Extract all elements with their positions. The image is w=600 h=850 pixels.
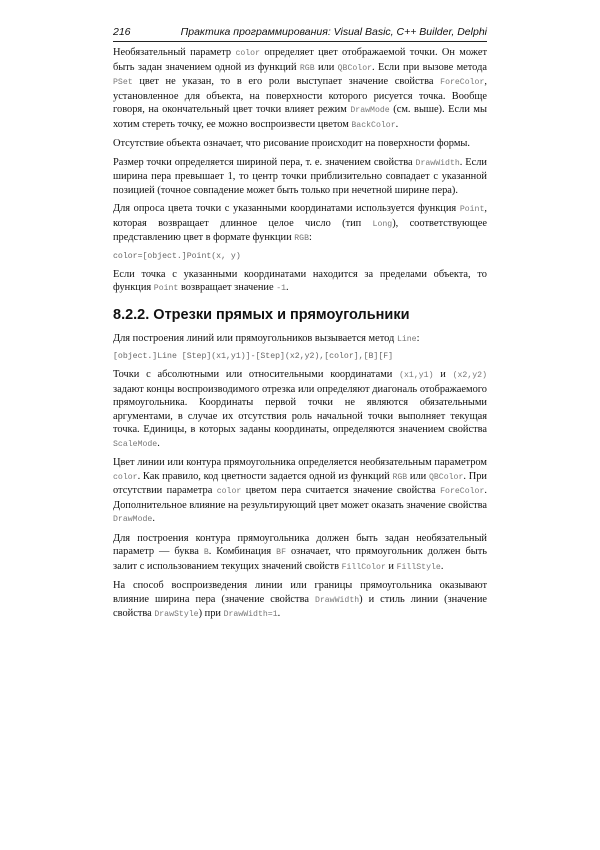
code-drawmode: DrawMode	[113, 515, 153, 524]
text: и	[433, 369, 453, 380]
text: .	[286, 282, 289, 293]
code-point: Point	[459, 205, 485, 214]
code-pset: PSet	[113, 78, 133, 87]
running-title: Практика программирования: Visual Basic, C++ Builder, Delphi	[180, 26, 487, 38]
code-drawwidth: DrawWidth	[314, 595, 360, 605]
text: Цвет линии или контура прямоугольника определяется необязательным параметром	[113, 457, 487, 468]
text: Размер точки определяется шириной пера, т. е. значением свойства	[113, 156, 416, 168]
code-long: Long	[372, 219, 393, 229]
text: . Как правило, код цветности задается одной из функций	[137, 470, 393, 482]
text: возвращает значение	[178, 282, 277, 293]
text: ) при	[198, 608, 224, 619]
code-drawwidth: DrawWidth	[415, 158, 460, 168]
code-line-syntax: [object.]Line [Step](x1,y1)]-[Step](x2,y2),[color],[B][F]	[113, 352, 394, 361]
text: . При отсутствии параметра	[113, 470, 487, 496]
text: .	[395, 118, 399, 130]
text: означает, что прямоугольник должен быть залит с использованием текущих значений свойств	[113, 546, 487, 572]
text: .	[440, 560, 444, 572]
text: Необязательный параметр	[113, 47, 236, 58]
code-qbcolor: QBColor	[428, 472, 464, 482]
text: . Комбинация	[208, 546, 277, 557]
text: задают концы воспроизводимого отрезка или определяют диагональ отображаемого прямоугольника. Координаты первой точки не являются обязательными аргументами, в случае их отсутствия роль начальной точки выполняет текущая точка. Единицы, в которых заданы координаты, определяются значением свойства	[113, 383, 487, 435]
text: . Если при вызове метода	[372, 61, 487, 73]
code-point-syntax: color=[object.]Point(x, y)	[113, 251, 241, 261]
code-forecolor: ForeColor	[440, 78, 485, 87]
code-color: color	[235, 49, 261, 58]
code-fillstyle: FillStyle	[396, 562, 441, 572]
paragraph-color-parameter	[113, 46, 487, 132]
code-rgb: RGB	[294, 234, 309, 243]
text: :	[309, 232, 312, 243]
text: На способ воспроизведения линии или границы прямоугольника оказывают влияние ширина пера (значение свойства	[113, 580, 487, 605]
text: и	[385, 560, 397, 572]
code-fillcolor: FillColor	[341, 562, 386, 572]
paragraph-rectangle	[113, 532, 487, 575]
paragraph-line-style	[113, 579, 487, 622]
text: цветом пера считается значение свойства	[241, 485, 441, 496]
text: ) и стиль линии (значение свойства	[113, 593, 487, 619]
paragraph-line-color	[113, 456, 487, 527]
code-rgb: RGB	[392, 472, 408, 482]
text: .	[277, 608, 281, 619]
code-color: color	[113, 472, 138, 482]
paragraph-line-method	[113, 332, 487, 347]
section-heading: 8.2.2. Отрезки прямых и прямоугольники	[113, 306, 410, 323]
text: или	[314, 61, 338, 73]
code-drawmode: DrawMode	[350, 106, 390, 115]
page-body	[113, 46, 487, 627]
text: определяет цвет отображаемой точки. Он может быть задан значением одной из функций	[113, 47, 487, 73]
text: .	[157, 437, 160, 449]
page-number: 216	[113, 26, 131, 38]
text: Если точка с указанными координатами находится за пределами объекта, то функция	[113, 268, 487, 293]
code-bf: BF	[276, 548, 286, 557]
code-scalemode: ScaleMode	[113, 439, 158, 449]
text: (см. выше). Если мы хотим стереть точку, ее можно воспроизвести цветом	[113, 104, 487, 130]
code-color: color	[216, 487, 242, 496]
code-forecolor: ForeColor	[440, 487, 485, 496]
text: Для построения контура прямоугольника должен быть задан необязательный параметр — буква	[113, 532, 487, 557]
text: Для опроса цвета точки с указанными координатами используется функция	[113, 203, 460, 214]
code-qbcolor: QBColor	[337, 63, 373, 73]
code-point: Point	[153, 284, 179, 293]
paragraph-no-object	[113, 137, 487, 151]
paragraph-point-size	[113, 156, 487, 198]
text: цвет не указан, то в его роли выступает значение свойства	[132, 76, 441, 87]
code-drawstyle: DrawStyle	[154, 610, 199, 619]
text: :	[416, 332, 420, 344]
page-header	[113, 25, 487, 42]
code-x1y1: (x1,y1)	[399, 371, 434, 380]
text: Точки с абсолютными или относительными координатами	[113, 369, 400, 380]
text: .	[152, 513, 155, 524]
text: Для построения линий или прямоугольников вызывается метод	[113, 332, 397, 344]
code-line-method: Line	[396, 334, 417, 344]
code-b: B	[203, 548, 209, 557]
code-x2y2: (x2,y2)	[452, 371, 487, 380]
text: . Если ширина пера превышает 1, то центр точки приблизительно совпадает с указанной позицией (точное совпадение может быть только при нечетной ширине пера).	[113, 156, 487, 196]
paragraph-line-points	[113, 368, 487, 451]
paragraph-point-outside	[113, 268, 487, 296]
code-backcolor: BackColor	[351, 120, 396, 130]
code-rgb: RGB	[299, 63, 315, 73]
paragraph-point-function	[113, 202, 487, 246]
text: или	[407, 470, 429, 482]
text: . Дополнительное влияние на результирующий цвет может оказать значение свойства	[113, 485, 487, 511]
text: , которая возвращает длинное целое число (тип	[113, 203, 487, 229]
text: Отсутствие объекта означает, что рисование происходит на поверхности формы.	[113, 138, 470, 149]
code-minus-one: -1	[276, 284, 287, 293]
text: , установленное для объекта, на поверхности которого рисуется точка. Вообще говоря, на окончательный цвет точки влияет режим	[113, 76, 487, 115]
code-drawwidth-1: DrawWidth=1	[223, 610, 278, 619]
text: ), соответствующее представлению цвет в формате функции	[113, 217, 487, 243]
